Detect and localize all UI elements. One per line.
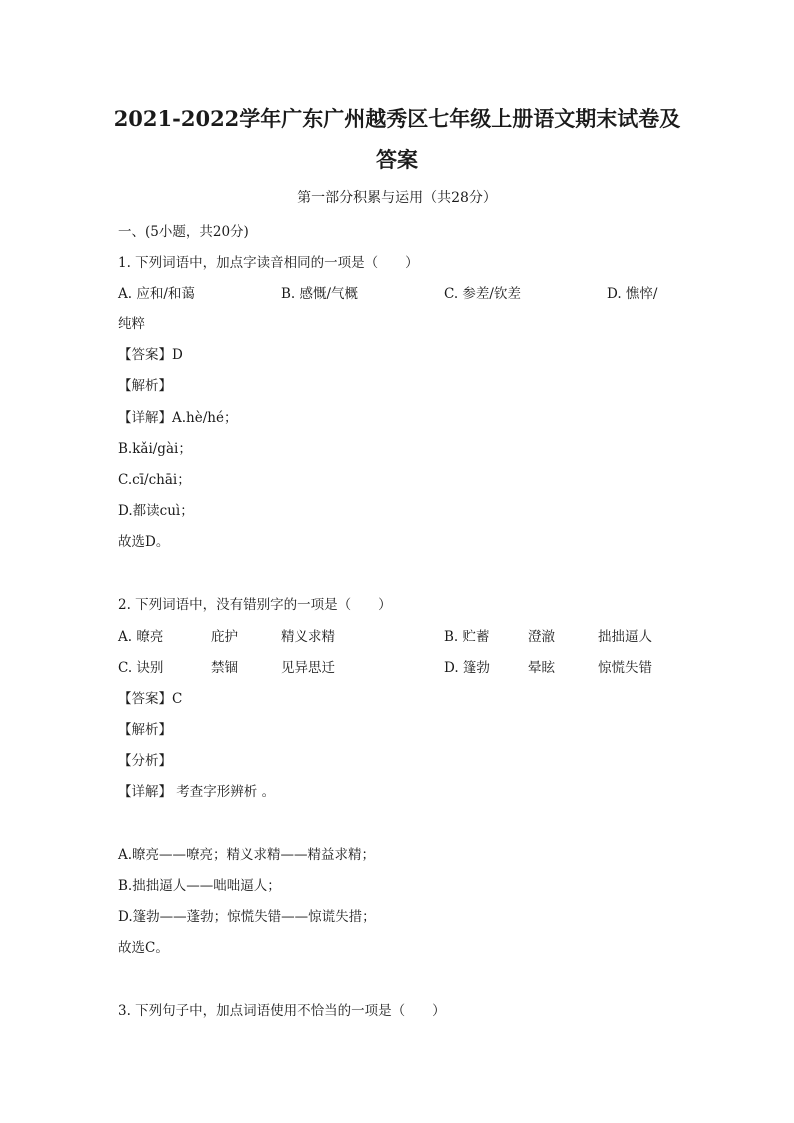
q2-analysis-label: 【解析】 [118, 722, 172, 738]
q1-option-d: D. 憔悴/ [607, 286, 658, 302]
q2-answer: 【答案】C [118, 691, 183, 707]
q2-option-b: B. 贮蓄 [444, 629, 490, 645]
q1-analysis-label: 【解析】 [118, 378, 172, 394]
q1-option-d-continued: 纯粹 [118, 316, 145, 332]
q2-fenxi-label: 【分析】 [118, 753, 172, 769]
q2-option-b-word2: 澄澈 [528, 629, 555, 645]
q1-option-a: A. 应和/和蔼 [118, 286, 195, 302]
q2-option-a-word3: 精义求精 [281, 629, 335, 645]
q2-option-c-word2: 禁锢 [211, 660, 238, 676]
q3-stem: 3. 下列句子中，加点词语使用不恰当的一项是（ ） [118, 1003, 446, 1019]
q2-line-a: A.暸亮——嘹亮；精义求精——精益求精； [118, 847, 376, 863]
q1-option-c: C. 参差/钦差 [444, 286, 521, 302]
section-heading: 一、(5小题，共20分) [118, 224, 249, 240]
document-title-line2: 答案 [376, 147, 418, 172]
q1-answer: 【答案】D [118, 347, 183, 363]
q1-line-b: B.kǎi/gài； [118, 441, 192, 457]
q2-option-b-word3: 拙拙逼人 [598, 629, 652, 645]
document-title-line1: 2021-2022学年广东广州越秀区七年级上册语文期末试卷及 [113, 106, 681, 131]
q2-option-c: C. 诀别 [118, 660, 164, 676]
q2-option-d: D. 篷勃 [444, 660, 490, 676]
q2-option-d-word3: 惊慌失错 [598, 660, 652, 676]
q2-conclusion: 故选C。 [118, 940, 169, 956]
q1-stem: 1. 下列词语中，加点字读音相同的一项是（ ） [118, 255, 419, 271]
q2-line-b: B.拙拙逼人——咄咄逼人； [118, 878, 281, 894]
q2-option-a: A. 暸亮 [118, 629, 164, 645]
part-heading: 第一部分积累与运用（共28分） [297, 190, 497, 206]
q2-option-d-word2: 晕眩 [528, 660, 555, 676]
q2-stem: 2. 下列词语中，没有错别字的一项是（ ） [118, 597, 392, 613]
q1-line-d: D.都读cuì； [118, 503, 194, 519]
q1-detail: 【详解】A.hè/hé； [118, 410, 238, 426]
q1-line-c: C.cī/chāi； [118, 472, 191, 488]
q1-option-b: B. 感慨/气概 [281, 286, 359, 302]
q2-option-a-word2: 庇护 [211, 629, 238, 645]
q2-detail: 【详解】 考查字形辨析 。 [118, 784, 276, 800]
q2-option-c-word3: 见异思迁 [281, 660, 335, 676]
q1-conclusion: 故选D。 [118, 534, 170, 550]
q2-line-d: D.篷勃——蓬勃；惊慌失错——惊谎失措； [118, 909, 376, 925]
